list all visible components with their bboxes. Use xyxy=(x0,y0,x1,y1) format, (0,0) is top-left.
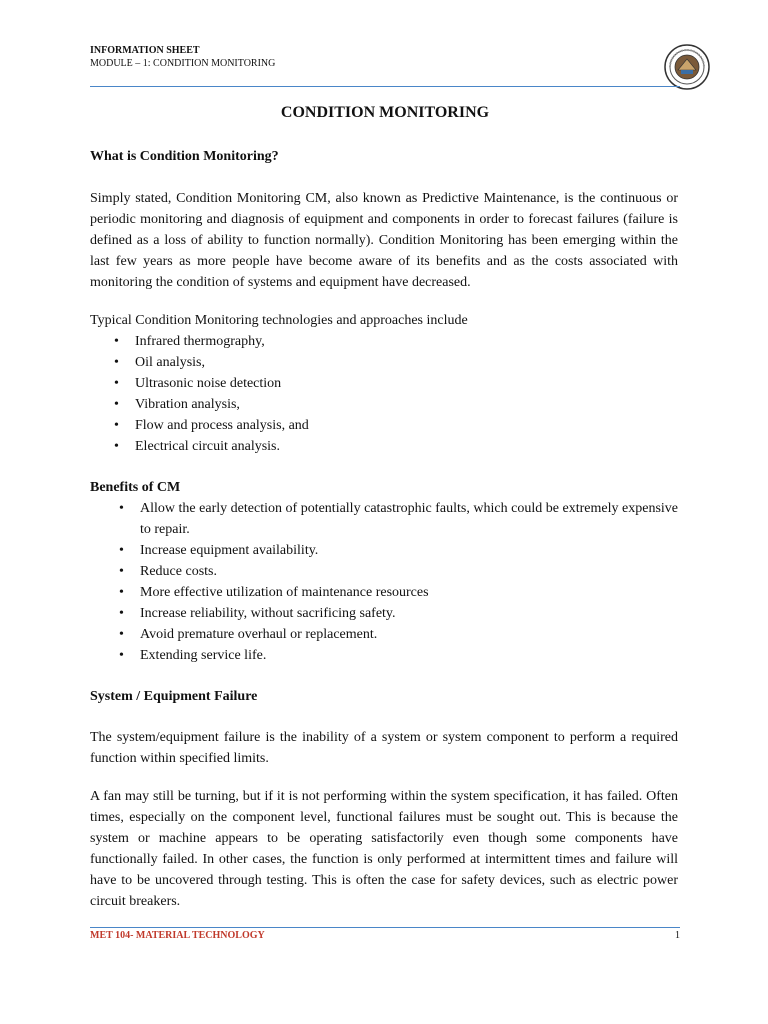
bullet: • xyxy=(114,439,119,454)
list-item: • Reduce costs. xyxy=(90,561,678,582)
technologies-list xyxy=(90,331,678,457)
page-header xyxy=(90,45,680,71)
list-item: • Avoid premature overhaul or replacement. xyxy=(90,624,678,645)
header-divider xyxy=(90,86,680,87)
page-number: 1 xyxy=(675,930,680,941)
list-item: • Increase reliability, without sacrificing safety. xyxy=(90,603,678,624)
bullet: • xyxy=(114,418,119,433)
bullet: • xyxy=(119,564,124,579)
footer-divider xyxy=(90,927,680,928)
bullet: • xyxy=(114,397,119,412)
document-body xyxy=(90,146,678,912)
bullet: • xyxy=(114,355,119,370)
list-item: • Flow and process analysis, and xyxy=(90,415,678,436)
technologies-intro: Typical Condition Monitoring technologies and approaches include xyxy=(90,313,468,328)
bullet: • xyxy=(119,606,124,621)
bullet: • xyxy=(119,627,124,642)
list-item: • Increase equipment availability. xyxy=(90,540,678,561)
list-item: • Vibration analysis, xyxy=(90,394,678,415)
bullet: • xyxy=(119,501,124,516)
list-item: • Infrared thermography, xyxy=(90,331,678,352)
page-title: CONDITION MONITORING xyxy=(280,104,490,121)
section-heading-benefits: Benefits of CM xyxy=(90,480,181,495)
paragraph-fan-example: A fan may still be turning, but if it is not performing within the system specification, it has failed. Often times, especially on the component level, functional failures must be sought out. This is because the system or machine appears to be operating satisfactorily even though some components have functionally failed. In other cases, the function is only performed at intermittent times and failure will have to be uncovered through testing. This is often the case for safety devices, such as electric power circuit breakers. xyxy=(90,789,678,909)
section-heading-failure: System / Equipment Failure xyxy=(90,689,258,704)
paragraph-failure-definition: The system/equipment failure is the inability of a system or system component to perform a required function within specified limits. xyxy=(90,730,678,766)
list-item: • Electrical circuit analysis. xyxy=(90,436,678,457)
bullet: • xyxy=(119,585,124,600)
list-item: • More effective utilization of maintenance resources xyxy=(90,582,678,603)
benefits-list xyxy=(90,498,678,666)
header-line2: MODULE – 1: CONDITION MONITORING xyxy=(90,58,276,69)
list-item: • Extending service life. xyxy=(90,645,678,666)
footer-course: MET 104- MATERIAL TECHNOLOGY xyxy=(90,930,265,941)
paragraph-definition: Simply stated, Condition Monitoring CM, also known as Predictive Maintenance, is the continuous or periodic monitoring and diagnosis of equipment and components in order to forecast failures (failure is defined as a loss of ability to function normally). Condition Monitoring has been emerging within the last few years as more people have become aware of its benefits and as the costs associated with monitoring the condition of systems and equipment have decreased. xyxy=(90,191,678,290)
bullet: • xyxy=(114,376,119,391)
bullet: • xyxy=(119,648,124,663)
header-line1: INFORMATION SHEET xyxy=(90,45,200,56)
bullet: • xyxy=(119,543,124,558)
section-heading-what-is-cm: What is Condition Monitoring? xyxy=(90,149,279,164)
list-item: • Ultrasonic noise detection xyxy=(90,373,678,394)
list-item: • Allow the early detection of potentially catastrophic faults, which could be extremely expensive to repair. xyxy=(90,498,678,540)
institution-seal-icon xyxy=(664,44,710,90)
list-item: • Oil analysis, xyxy=(90,352,678,373)
bullet: • xyxy=(114,334,119,349)
page-footer xyxy=(90,930,680,941)
